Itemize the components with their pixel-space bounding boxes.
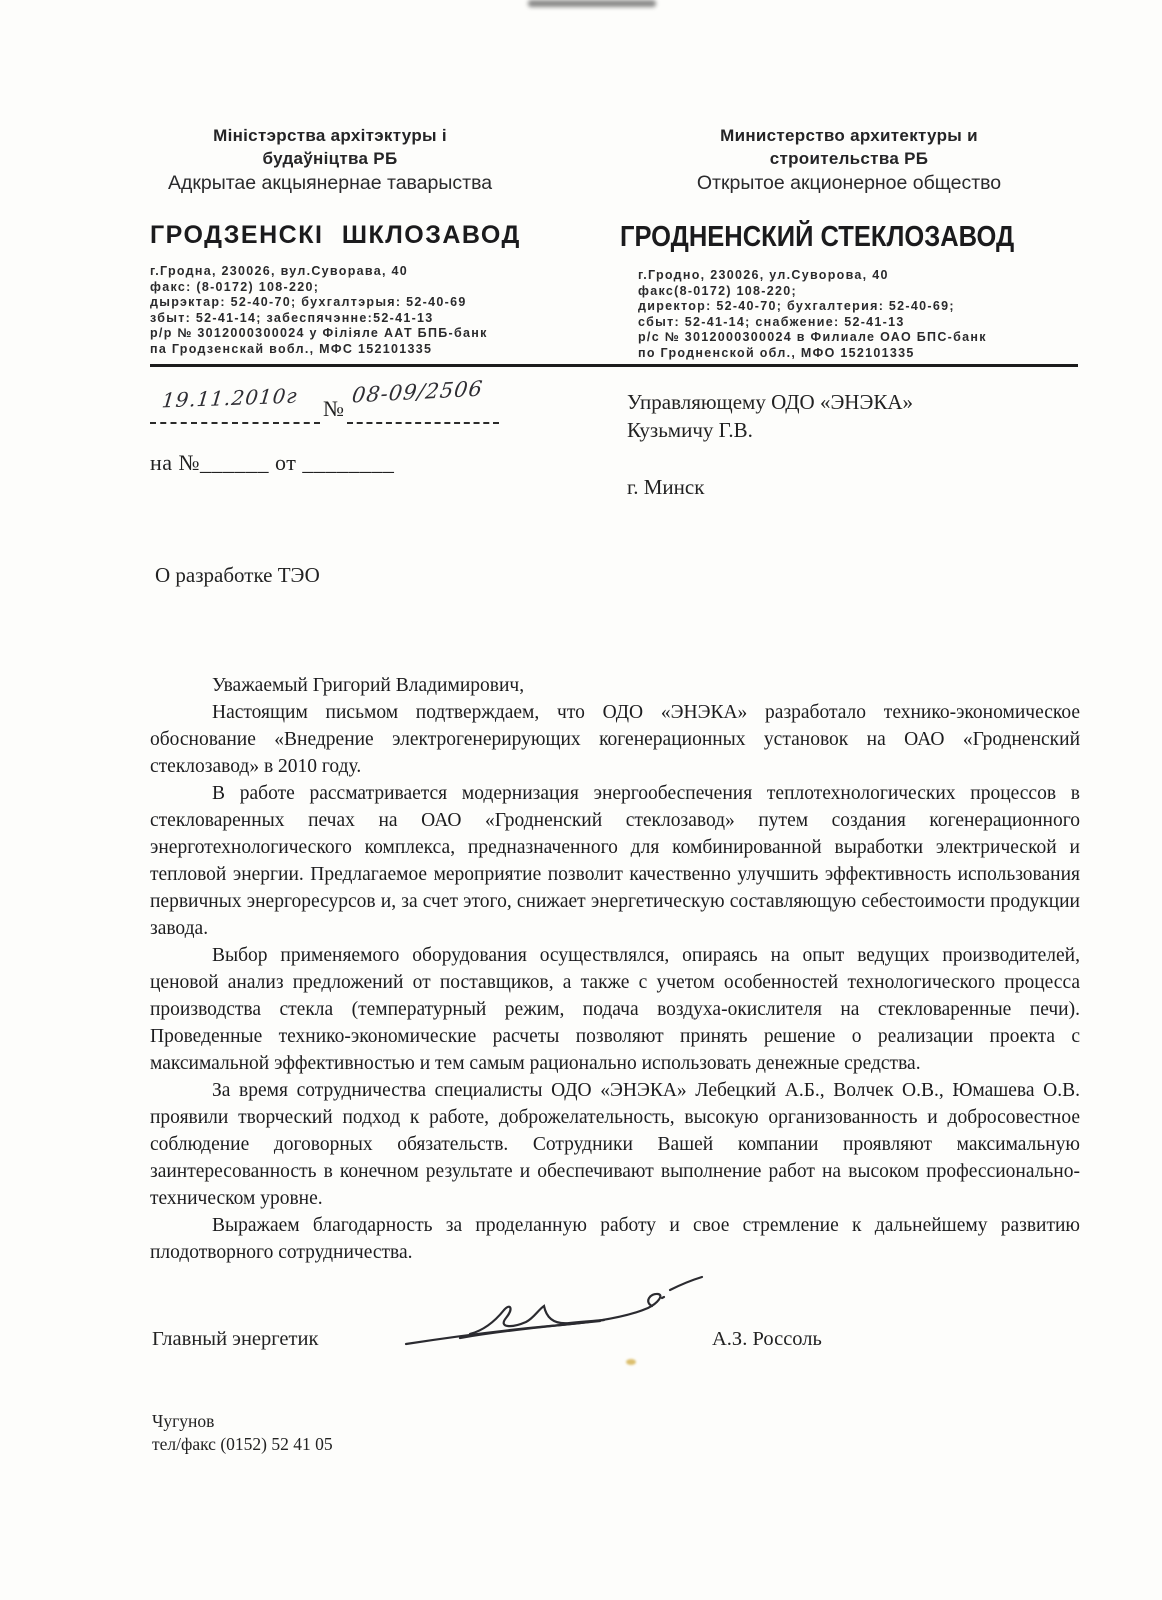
detail-region-by: па Гродзенскай вобл., МФС 152101335 <box>150 341 433 356</box>
letterhead-left <box>150 124 521 357</box>
company-name-by: ГРОДЗЕНСКІ ШКЛОЗАВОД <box>150 221 521 249</box>
handwritten-outgoing-number: 08-09/2506 <box>350 376 485 408</box>
letterhead-divider-rule <box>150 364 1078 367</box>
body-paragraph-2: В работе рассматривается модернизация энергообеспечения теплотехнологических процессов в стекловаренных печах на ОАО «Гродненский стеклозавод» путем создания когенерационного энерготехнологического комплекса, предназначенного для комбинированной выработки электрической и тепловой энергии. Предлагаемое мероприятие позволит качественно улучшить эффективность использования первичных энергоресурсов и, за счет этого, снижает энергетическую составляющую себестоимости продукции завода. <box>150 783 1080 939</box>
number-sign-label: № <box>323 396 344 421</box>
addressee-position: Управляющему ОДО «ЭНЭКА» <box>627 390 914 414</box>
executor-phone: тел/факс (0152) 52 41 05 <box>152 1434 333 1454</box>
scan-artifact-speck <box>626 1359 636 1365</box>
detail-director-by: дырэктар: 52-40-70; бухгалтэрыя: 52-40-69 <box>150 295 467 309</box>
letterhead-details-by <box>150 264 510 357</box>
org-type-by: Адкрытае акцыянернае таварыства <box>167 172 493 194</box>
signatory-name: А.З. Россоль <box>712 1328 822 1350</box>
letterhead-details-ru <box>638 268 1078 361</box>
detail-bank-by: р/р № 3012000300024 у Філіяле ААТ БПБ-банк <box>150 326 488 340</box>
detail-fax-by: факс: (8-0172) 108-220; <box>150 279 320 294</box>
addressee-block <box>627 388 913 444</box>
executor-name: Чугунов <box>152 1411 215 1431</box>
salutation: Уважаемый Григорий Владимирович, <box>212 675 525 696</box>
handwritten-date: 19.11.2010г <box>160 383 299 413</box>
letter-body <box>150 672 1080 1266</box>
body-paragraph-4: За время сотрудничества специалисты ОДО «ЭНЭКА» Лебецкий А.Б., Волчек О.В., Юмашева О.В. проявили творческий подход к работе, доброжелательность, высокую организованность и добросовестное соблюдение договорных обязательств. Сотрудники Вашей компании проявляют максимальную заинтересованность в конечном результате и обеспечивают выполнение работ на высоком профессионально-техническом уровне. <box>150 1080 1080 1209</box>
ministry-line-1-ru: Министерство архитектуры и <box>720 126 978 145</box>
ministry-line-2-by: будаўніцтва РБ <box>262 149 398 168</box>
executor-block <box>152 1410 333 1456</box>
signatory-position-title: Главный энергетик <box>152 1328 319 1350</box>
company-name-ru: ГРОДНЕНСКИЙ СТЕКЛОЗАВОД <box>620 221 1015 253</box>
addressee-city: г. Минск <box>627 475 705 499</box>
detail-sales-by: збыт: 52-41-14; забеспячэнне:52-41-13 <box>150 310 434 325</box>
scan-artifact-smudge <box>528 0 656 7</box>
ministry-line-1-by: Міністэрства архітэктуры і <box>213 126 447 145</box>
body-paragraph-1: Настоящим письмом подтверждаем, что ОДО «ЭНЭКА» разработало технико-экономическое обоснование «Внедрение электрогенерирующих когенерационных установок на ОАО «Гродненский стеклозавод» в 2010 году. <box>150 702 1080 777</box>
body-paragraph-5: Выражаем благодарность за проделанную работу и свое стремление к дальнейшему развитию плодотворного сотрудничества. <box>150 1215 1080 1263</box>
reply-reference-line: на №______ от ________ <box>150 450 395 475</box>
org-type-ru: Открытое акционерное общество <box>696 172 1002 194</box>
detail-sales-ru: сбыт: 52-41-14; снабжение: 52-41-13 <box>638 314 905 329</box>
letterhead-right <box>620 124 1078 361</box>
detail-address-ru: г.Гродно, 230026, ул.Суворова, 40 <box>638 268 889 282</box>
body-paragraph-3: Выбор применяемого оборудования осуществлялся, опираясь на опыт ведущих производителей, ценовой анализ предложений от поставщиков, а также с учетом особенностей технологического процесса производства стекла (температурный режим, подача воздуха-окислителя на стекловаренные печи). Проведенные технико-экономические расчеты позволяют принять решение о реализации проекта с максимальной эффективностью и тем самым рационально использовать денежные средства. <box>150 945 1080 1074</box>
signature-handwriting <box>400 1268 710 1358</box>
detail-bank-ru: р/с № 3012000300024 в Филиале ОАО БПС-банк <box>638 330 987 344</box>
detail-region-ru: по Гродненской обл., МФО 152101335 <box>638 345 915 360</box>
detail-fax-ru: факс(8-0172) 108-220; <box>638 283 797 298</box>
detail-address-by: г.Гродна, 230026, вул.Суворава, 40 <box>150 264 408 278</box>
ministry-line-2-ru: строительства РБ <box>769 149 929 168</box>
detail-director-ru: директор: 52-40-70; бухгалтерия: 52-40-69; <box>638 299 955 313</box>
subject-line: О разработке ТЭО <box>155 563 320 587</box>
addressee-name: Кузьмичу Г.В. <box>627 418 753 442</box>
